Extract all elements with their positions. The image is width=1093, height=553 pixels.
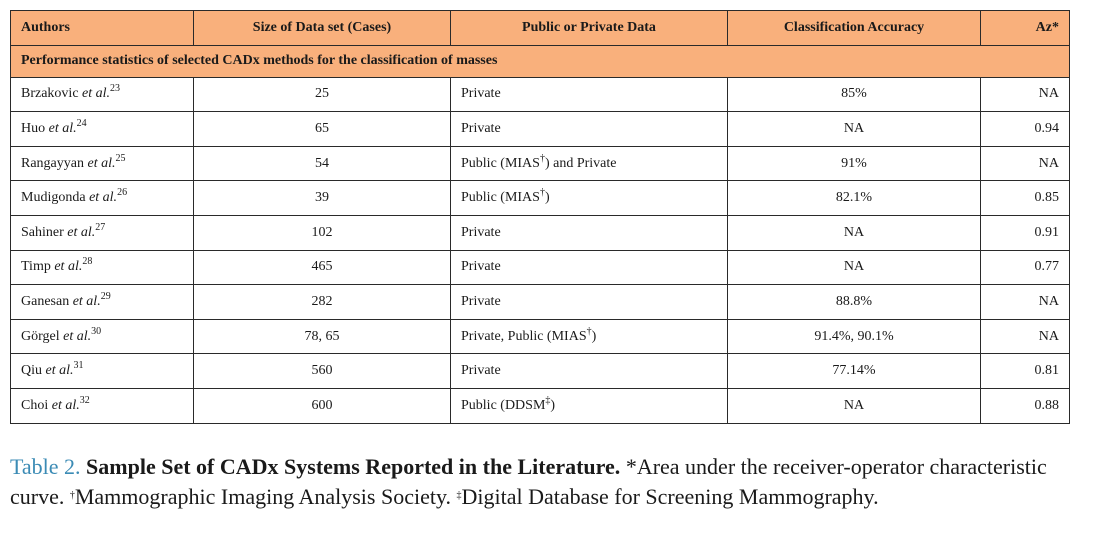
- table-row: [11, 112, 1070, 147]
- footnote-dagger-mark: †: [69, 490, 75, 501]
- pub-tail: ): [550, 397, 556, 413]
- cell-public-private: [451, 388, 728, 423]
- cell-accuracy: NA: [728, 215, 981, 250]
- cell-size: 39: [194, 181, 451, 216]
- cell-az: 0.88: [981, 388, 1070, 423]
- pub-text: Private: [461, 86, 501, 102]
- author-name: Brzakovic: [21, 86, 79, 102]
- cell-az: 0.77: [981, 250, 1070, 285]
- table-row: [11, 215, 1070, 250]
- pub-text: Private, Public (MIAS: [461, 328, 587, 344]
- table-row: [11, 250, 1070, 285]
- pub-text: Private: [461, 120, 501, 136]
- author-ref: 23: [110, 83, 121, 95]
- cell-public-private: [451, 181, 728, 216]
- header-accuracy: Classification Accuracy: [728, 11, 981, 46]
- cell-accuracy: NA: [728, 388, 981, 423]
- author-etal: et al.: [63, 328, 92, 344]
- author-name: Ganesan: [21, 293, 70, 309]
- cell-author: [11, 319, 194, 354]
- pub-text: Private: [461, 259, 501, 275]
- cell-public-private: [451, 215, 728, 250]
- author-ref: 31: [73, 360, 84, 372]
- cell-public-private: [451, 285, 728, 320]
- pub-tail: ): [591, 328, 597, 344]
- cell-author: [11, 354, 194, 389]
- cell-accuracy: 88.8%: [728, 285, 981, 320]
- pub-text: Private: [461, 293, 501, 309]
- cell-az: NA: [981, 285, 1070, 320]
- cell-az: 0.85: [981, 181, 1070, 216]
- author-etal: et al.: [89, 190, 118, 206]
- cell-az: NA: [981, 77, 1070, 112]
- table-body: [11, 77, 1070, 423]
- table-row: [11, 319, 1070, 354]
- author-etal: et al.: [48, 120, 77, 136]
- author-etal: et al.: [82, 86, 111, 102]
- footnote-mias-text: Mammographic Imaging Analysis Society.: [74, 484, 452, 509]
- author-etal: et al.: [54, 259, 83, 275]
- table-header-row: [11, 11, 1070, 46]
- cell-public-private: [451, 112, 728, 147]
- table-row: [11, 181, 1070, 216]
- pub-text: Private: [461, 224, 501, 240]
- pub-sup: †: [539, 152, 545, 164]
- cell-size: 54: [194, 146, 451, 181]
- cell-accuracy: 85%: [728, 77, 981, 112]
- cell-public-private: [451, 77, 728, 112]
- cell-author: [11, 285, 194, 320]
- cell-public-private: [451, 354, 728, 389]
- pub-text: Public (MIAS: [461, 155, 540, 171]
- cell-az: 0.91: [981, 215, 1070, 250]
- header-size: Size of Data set (Cases): [194, 11, 451, 46]
- cell-accuracy: 82.1%: [728, 181, 981, 216]
- footnote-az-text: Area under the receiver-operator characteristic curve.: [10, 454, 1047, 509]
- author-ref: 32: [79, 394, 90, 406]
- author-etal: et al.: [51, 397, 80, 413]
- cell-author: [11, 388, 194, 423]
- cell-size: 78, 65: [194, 319, 451, 354]
- author-etal: et al.: [87, 155, 116, 171]
- author-etal: et al.: [67, 224, 96, 240]
- cell-author: [11, 181, 194, 216]
- cell-author: [11, 77, 194, 112]
- cell-az: NA: [981, 319, 1070, 354]
- table-caption-row: [11, 45, 1070, 77]
- author-name: Sahiner: [21, 224, 64, 240]
- cell-size: 65: [194, 112, 451, 147]
- cell-public-private: [451, 250, 728, 285]
- figure-caption: [10, 452, 1080, 512]
- table-row: [11, 77, 1070, 112]
- author-name: Choi: [21, 397, 49, 413]
- author-name: Görgel: [21, 328, 60, 344]
- cell-size: 600: [194, 388, 451, 423]
- author-name: Qiu: [21, 363, 42, 379]
- footnote-star-mark: *: [625, 454, 637, 479]
- table-row: [11, 285, 1070, 320]
- cell-az: NA: [981, 146, 1070, 181]
- pub-tail: ): [544, 190, 550, 206]
- cell-author: [11, 250, 194, 285]
- table-row: [11, 354, 1070, 389]
- cell-public-private: [451, 146, 728, 181]
- cell-accuracy: NA: [728, 112, 981, 147]
- pub-text: Public (MIAS: [461, 190, 540, 206]
- cell-size: 25: [194, 77, 451, 112]
- header-az: Az*: [981, 11, 1070, 46]
- pub-text: Private: [461, 363, 501, 379]
- author-ref: 29: [100, 290, 111, 302]
- cell-size: 465: [194, 250, 451, 285]
- cell-author: [11, 146, 194, 181]
- caption-label: Table 2.: [10, 454, 81, 479]
- author-etal: et al.: [72, 293, 101, 309]
- cell-size: 560: [194, 354, 451, 389]
- cell-size: 102: [194, 215, 451, 250]
- author-ref: 26: [117, 187, 128, 199]
- cell-az: 0.94: [981, 112, 1070, 147]
- footnote-ddsm-text: Digital Database for Screening Mammography.: [461, 484, 879, 509]
- cadx-table-container: [10, 10, 1069, 424]
- author-ref: 30: [91, 325, 102, 337]
- cell-accuracy: 77.14%: [728, 354, 981, 389]
- author-ref: 25: [115, 152, 126, 164]
- pub-tail: ) and Private: [544, 155, 617, 171]
- header-public-private: Public or Private Data: [451, 11, 728, 46]
- cell-author: [11, 215, 194, 250]
- cadx-performance-table: [10, 10, 1070, 424]
- caption-title: Sample Set of CADx Systems Reported in the Literature.: [86, 454, 621, 479]
- table-row: [11, 146, 1070, 181]
- author-name: Huo: [21, 120, 46, 136]
- author-ref: 24: [76, 117, 87, 129]
- author-etal: et al.: [45, 363, 74, 379]
- cell-accuracy: NA: [728, 250, 981, 285]
- author-name: Mudigonda: [21, 190, 86, 206]
- author-ref: 27: [95, 221, 106, 233]
- cell-size: 282: [194, 285, 451, 320]
- pub-sup: †: [539, 187, 545, 199]
- cell-author: [11, 112, 194, 147]
- cell-accuracy: 91.4%, 90.1%: [728, 319, 981, 354]
- author-name: Timp: [21, 259, 51, 275]
- cell-az: 0.81: [981, 354, 1070, 389]
- cell-accuracy: 91%: [728, 146, 981, 181]
- author-name: Rangayyan: [21, 155, 84, 171]
- pub-sup: ‡: [545, 394, 551, 406]
- pub-text: Public (DDSM: [461, 397, 546, 413]
- footnote-ddagger-mark: ‡: [456, 490, 462, 501]
- table-caption: Performance statistics of selected CADx methods for the classification of masses: [11, 45, 1070, 77]
- table-row: [11, 388, 1070, 423]
- author-ref: 28: [82, 256, 93, 268]
- header-authors: Authors: [11, 11, 194, 46]
- pub-sup: †: [586, 325, 592, 337]
- cell-public-private: [451, 319, 728, 354]
